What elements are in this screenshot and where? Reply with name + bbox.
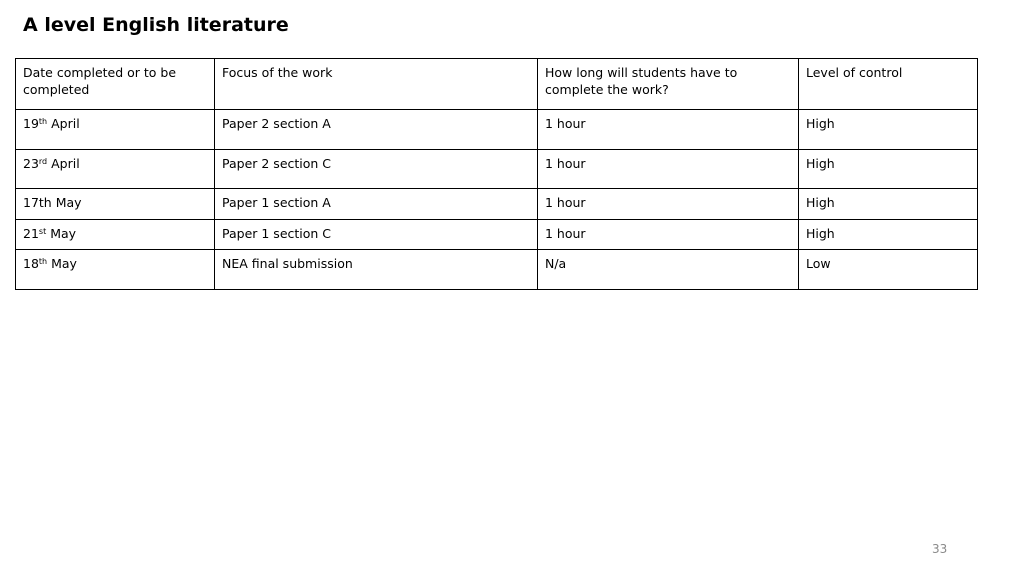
table-row bbox=[16, 250, 978, 290]
date-day: 19 bbox=[23, 116, 39, 131]
date-suffix: th bbox=[38, 117, 48, 126]
date-rest: May bbox=[47, 256, 77, 271]
focus-cell: Paper 2 section A bbox=[215, 110, 538, 150]
slide-title: A level English literature bbox=[23, 14, 289, 36]
date-day: 17th May bbox=[23, 195, 82, 210]
table-row bbox=[16, 220, 978, 250]
control-cell: Low bbox=[799, 250, 978, 290]
date-cell bbox=[16, 220, 215, 250]
date-cell bbox=[16, 110, 215, 150]
date-suffix: th bbox=[38, 257, 48, 266]
focus-cell: NEA final submission bbox=[215, 250, 538, 290]
date-cell bbox=[16, 189, 215, 220]
duration-cell: 1 hour bbox=[538, 189, 799, 220]
table-row bbox=[16, 150, 978, 189]
duration-cell: 1 hour bbox=[538, 150, 799, 189]
date-day: 21 bbox=[23, 226, 39, 241]
date-cell bbox=[16, 250, 215, 290]
duration-cell: N/a bbox=[538, 250, 799, 290]
date-rest: May bbox=[46, 226, 77, 241]
date-rest: April bbox=[47, 116, 80, 131]
focus-cell: Paper 1 section C bbox=[215, 220, 538, 250]
table-row bbox=[16, 189, 978, 220]
control-cell: High bbox=[799, 110, 978, 150]
header-control: Level of control bbox=[799, 59, 978, 110]
duration-cell: 1 hour bbox=[538, 110, 799, 150]
date-rest: April bbox=[47, 156, 80, 171]
duration-cell: 1 hour bbox=[538, 220, 799, 250]
date-cell bbox=[16, 150, 215, 189]
control-cell: High bbox=[799, 220, 978, 250]
focus-cell: Paper 2 section C bbox=[215, 150, 538, 189]
assessment-table bbox=[15, 58, 978, 290]
date-day: 23 bbox=[23, 156, 39, 171]
header-duration: How long will students have to complete the work? bbox=[538, 59, 799, 110]
table-row bbox=[16, 110, 978, 150]
focus-cell: Paper 1 section A bbox=[215, 189, 538, 220]
date-suffix: st bbox=[38, 227, 47, 236]
header-date: Date completed or to be completed bbox=[16, 59, 215, 110]
page-number: 33 bbox=[932, 542, 948, 556]
control-cell: High bbox=[799, 150, 978, 189]
header-focus: Focus of the work bbox=[215, 59, 538, 110]
control-cell: High bbox=[799, 189, 978, 220]
date-day: 18 bbox=[23, 256, 39, 271]
date-suffix: rd bbox=[38, 157, 48, 166]
table-header-row bbox=[16, 59, 978, 110]
